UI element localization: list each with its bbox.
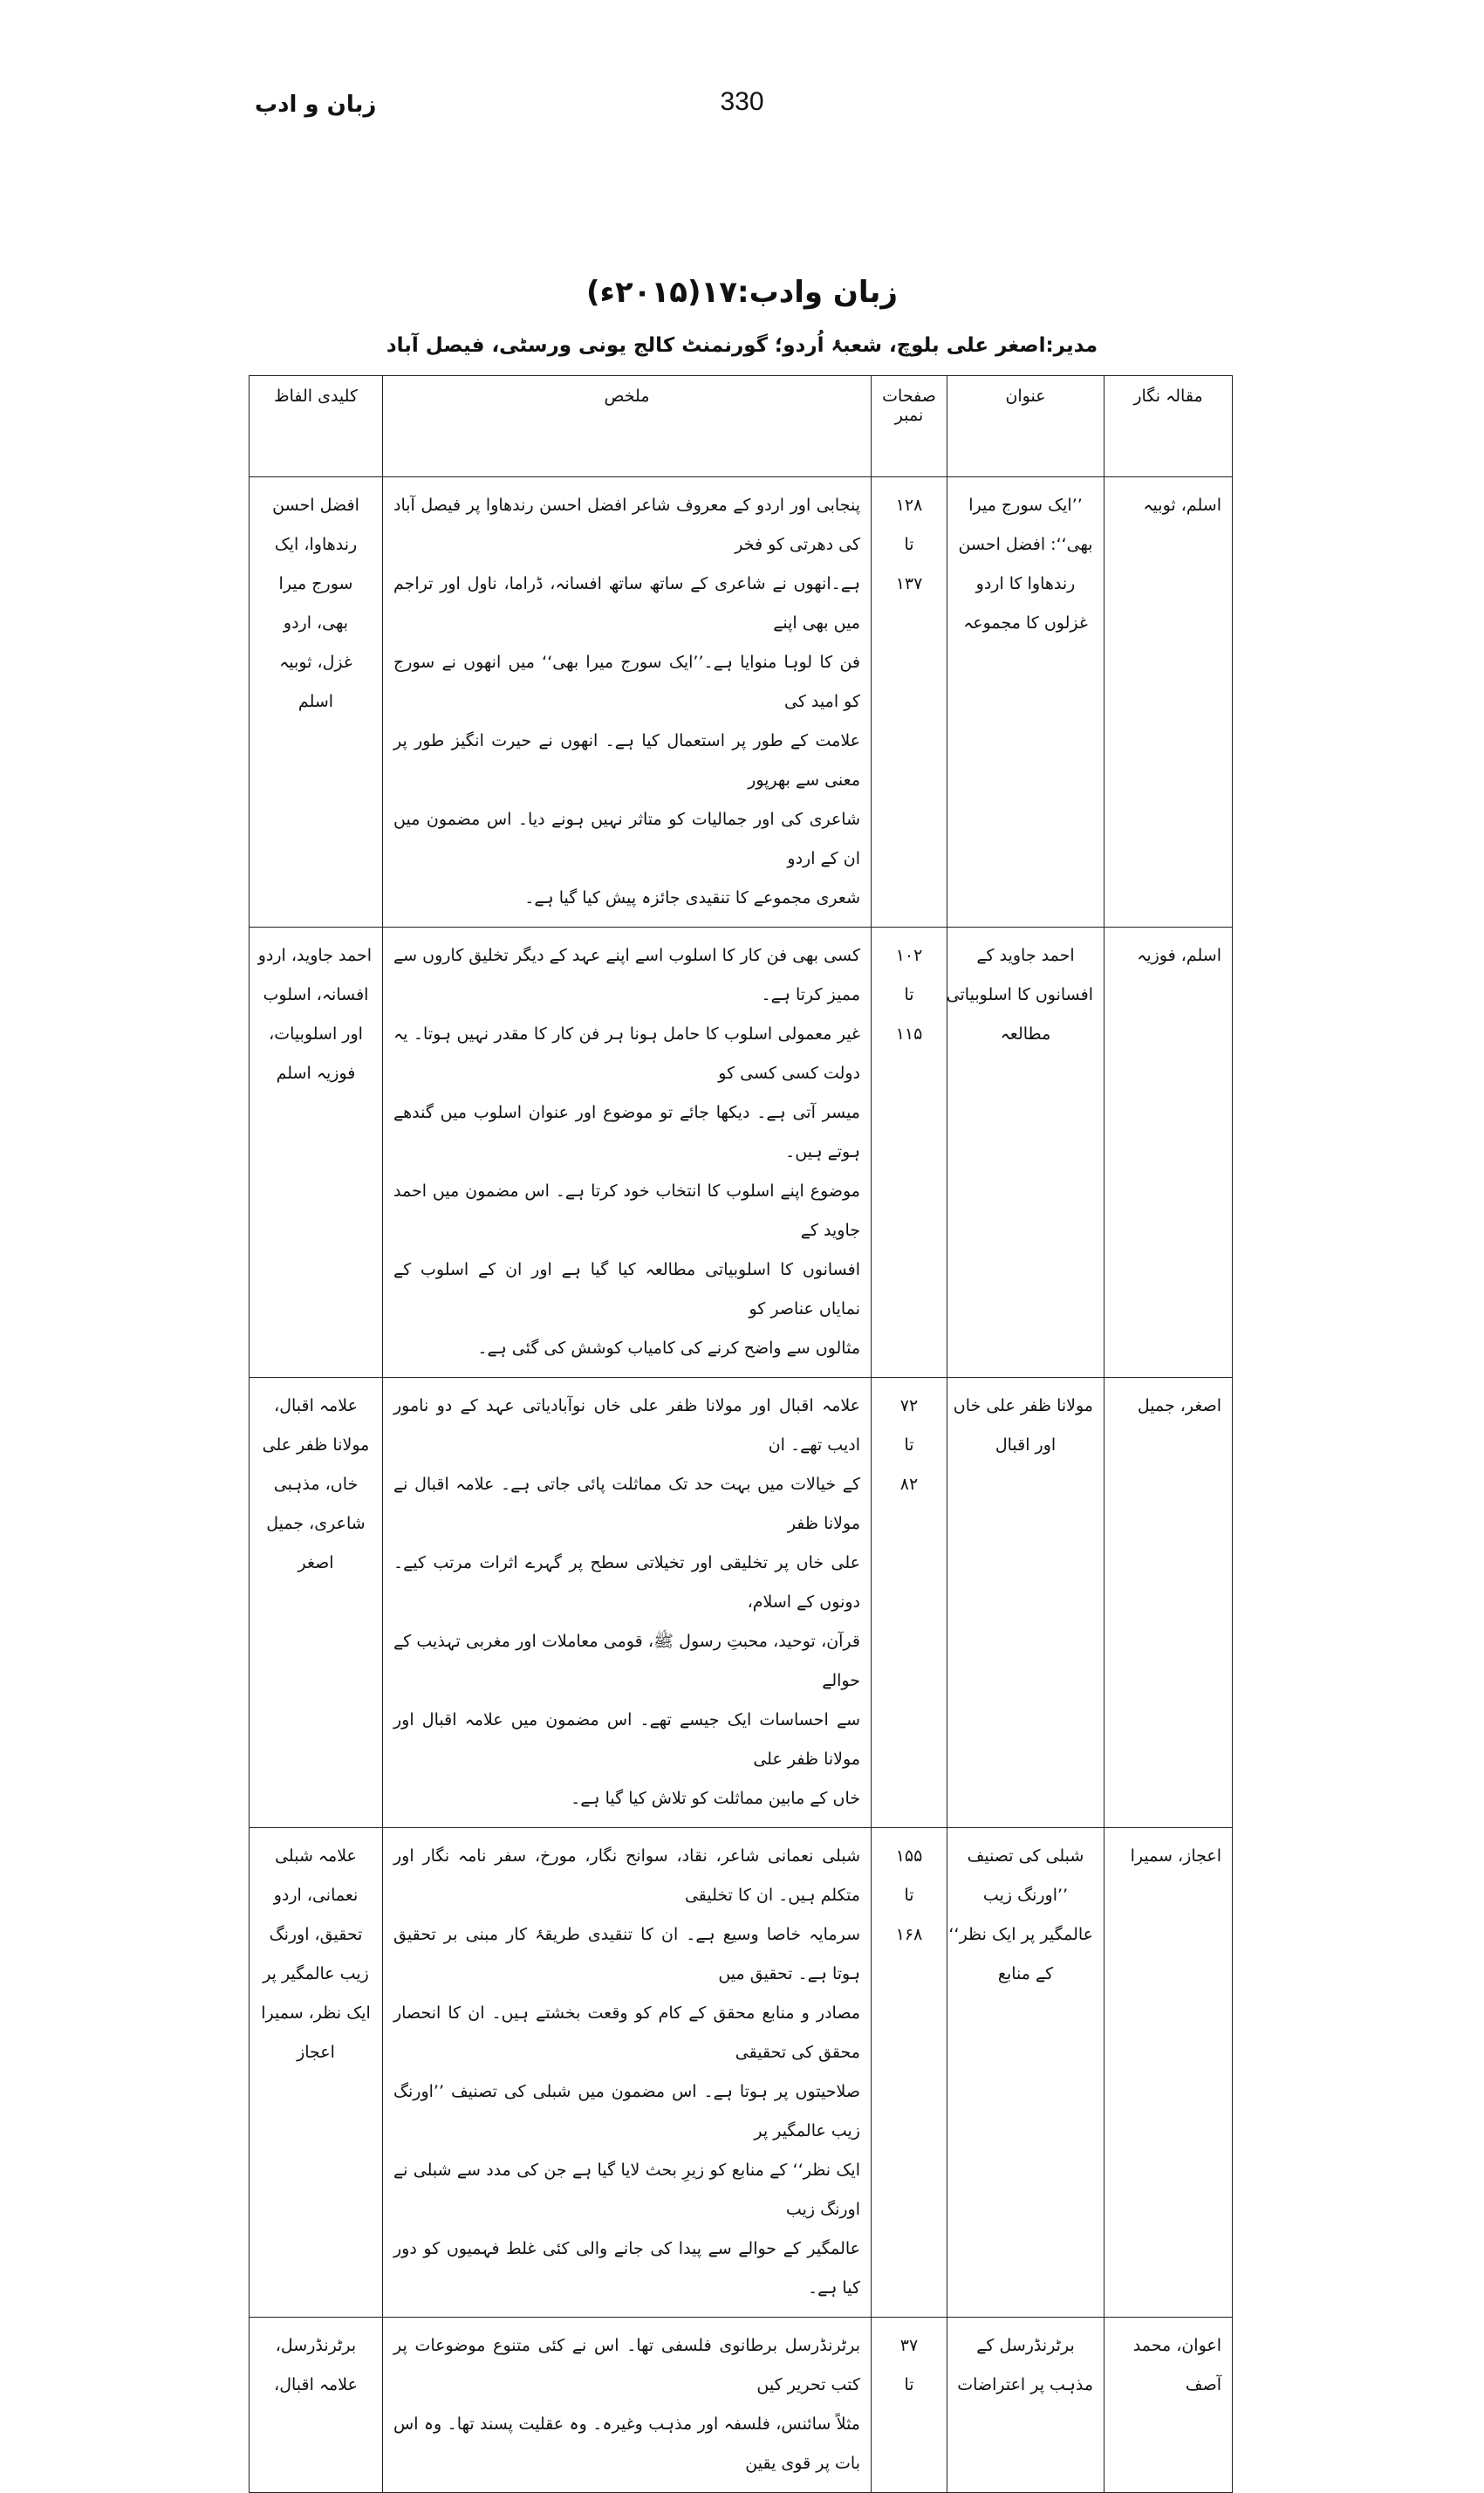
abstract-cell <box>383 928 872 1378</box>
keywords-cell-line: علامہ شبلی <box>275 1846 357 1866</box>
title-cell <box>947 1828 1104 2318</box>
abstract-cell-line: مصادر و منابع محقق کے کام کو وقعت بخشتے ہیں۔ ان کا انحصار محقق کی تحقیقی <box>393 2003 860 2062</box>
abstract-cell <box>383 2318 872 2493</box>
keywords-cell-line: رندھاوا، ایک <box>274 535 358 554</box>
abstract-cell-line: شبلی نعمانی شاعر، نقاد، سوانح نگار، مورخ، سفر نامہ نگار اور متکلم ہیں۔ ان کا تخلیقی <box>393 1846 860 1905</box>
title-cell-line: برٹرنڈرسل کے <box>976 2336 1075 2355</box>
abstract-cell <box>383 477 872 928</box>
abstract-cell-line: سے احساسات ایک جیسے تھے۔ اس مضمون میں علامہ اقبال اور مولانا ظفر علی <box>393 1710 860 1769</box>
title-cell <box>947 2318 1104 2493</box>
abstract-cell-line: علامت کے طور پر استعمال کیا ہے۔ انھوں نے حیرت انگیز طور پر معنی سے بھرپور <box>393 731 860 790</box>
keywords-cell-line: نعمانی، اردو <box>273 1886 359 1905</box>
table-body <box>250 477 1233 2493</box>
pages-cell-line: تا <box>904 1435 914 1455</box>
keywords-cell-line: مولانا ظفر علی <box>262 1435 370 1455</box>
title-cell-line: مطالعہ <box>1000 1024 1051 1044</box>
keywords-cell-line: فوزیہ اسلم <box>276 1064 356 1083</box>
title-cell-line: رندھاوا کا اردو <box>975 574 1076 593</box>
pages-cell <box>872 1828 947 2318</box>
abstract-cell-line: مثلاً سائنس، فلسفہ اور مذہب وغیرہ۔ وہ عقلیت پسند تھا۔ وہ اس بات پر قوی یقین <box>393 2414 860 2473</box>
keywords-cell-line: سورج میرا <box>278 574 353 593</box>
title-cell <box>947 477 1104 928</box>
header-pages <box>872 376 947 477</box>
table-row <box>250 928 1233 1378</box>
title-cell-line: افسانوں کا اسلوبیاتی <box>946 985 1093 1004</box>
pages-cell-line: تا <box>904 985 914 1004</box>
abstract-cell-line: برٹرنڈرسل برطانوی فلسفی تھا۔ اس نے کئی متنوع موضوعات پر کتب تحریر کیں <box>393 2336 860 2394</box>
keywords-cell-line: افسانہ، اسلوب <box>263 985 369 1004</box>
title-cell <box>947 928 1104 1378</box>
title-cell-line: غزلوں کا مجموعہ <box>963 613 1088 633</box>
document-title: زبان وادب:۱۷(۲۰۱۵ء) <box>586 275 898 310</box>
header-keywords: کلیدی الفاظ <box>250 376 383 477</box>
keywords-cell-line: علامہ اقبال، <box>274 2375 358 2394</box>
pages-cell-line: تا <box>904 535 914 554</box>
abstract-cell-line: غیر معمولی اسلوب کا حامل ہونا ہر فن کار کا مقدر نہیں ہوتا۔ یہ دولت کسی کسی کو <box>393 1024 860 1083</box>
author-cell: اعوان، محمد آصف <box>1104 2318 1233 2493</box>
title-cell-line: ’’اورنگ زیب <box>982 1886 1069 1905</box>
abstract-cell-line: مثالوں سے واضح کرنے کی کامیاب کوشش کی گئی ہے۔ <box>477 1339 860 1358</box>
keywords-cell <box>250 928 383 1378</box>
table-header-row <box>250 376 1233 477</box>
keywords-cell-line: غزل، ثوبیہ <box>279 653 352 672</box>
keywords-cell <box>250 477 383 928</box>
title-cell-line: عالمگیر پر ایک نظر‘‘ <box>948 1925 1093 1944</box>
author-cell: اسلم، فوزیہ <box>1104 928 1233 1378</box>
pages-cell-line: ۱۶۸ <box>895 1925 923 1944</box>
abstract-cell-line: میسر آتی ہے۔ دیکھا جائے تو موضوع اور عنوان اسلوب میں گندھے ہوتے ہیں۔ <box>393 1103 860 1161</box>
keywords-cell-line: زیب عالمگیر پر <box>263 1964 369 1983</box>
title-cell-line: مولانا ظفر علی خاں <box>953 1396 1093 1415</box>
abstract-cell-line: خاں کے مابین مماثلت کو تلاش کیا گیا ہے۔ <box>571 1789 860 1808</box>
keywords-cell-line: بھی، اردو <box>283 613 349 633</box>
abstract-cell-line: علامہ اقبال اور مولانا ظفر علی خاں نوآبادیاتی عہد کے دو نامور ادیب تھے۔ ان <box>393 1396 860 1455</box>
abstract-cell-line: عالمگیر کے حوالے سے پیدا کی جانے والی کئی غلط فہمیوں کو دور کیا ہے۔ <box>393 2239 860 2298</box>
abstract-cell-line: کے خیالات میں بہت حد تک مماثلت پائی جاتی ہے۔ علامہ اقبال نے مولانا ظفر <box>393 1475 860 1533</box>
title-cell-line: احمد جاوید کے <box>976 946 1075 965</box>
abstract-cell <box>383 1828 872 2318</box>
header-abstract: ملخص <box>383 376 872 477</box>
keywords-cell-line: اعجاز <box>297 2043 335 2062</box>
table-row <box>250 1378 1233 1828</box>
table-row <box>250 477 1233 928</box>
pages-cell-line: ۱۲۸ <box>895 496 923 515</box>
title-cell-line: ’’ایک سورج میرا <box>968 496 1083 515</box>
pages-cell-line: ۸۲ <box>899 1475 919 1494</box>
abstract-cell-line: موضوع اپنے اسلوب کا انتخاب خود کرتا ہے۔ اس مضمون میں احمد جاوید کے <box>393 1181 860 1240</box>
pages-cell-line: ۳۷ <box>899 2336 919 2355</box>
pages-cell-line: ۱۱۵ <box>895 1024 923 1044</box>
abstract-cell-line: صلاحیتوں پر ہوتا ہے۔ اس مضمون میں شبلی کی تصنیف ’’اورنگ زیب عالمگیر پر <box>393 2082 860 2140</box>
header-pages-line: صفحات <box>882 387 936 406</box>
pages-cell-line: ۱۰۲ <box>895 946 923 965</box>
abstract-cell-line: ہے۔انھوں نے شاعری کے ساتھ ساتھ افسانہ، ڈراما، ناول اور تراجم میں بھی اپنے <box>393 574 860 633</box>
keywords-cell-line: برٹرنڈرسل، <box>275 2336 357 2355</box>
pages-cell-line: ۱۳۷ <box>895 574 923 593</box>
title-cell-line: مذہب پر اعتراضات <box>957 2375 1093 2394</box>
abstract-cell-line: قرآن، توحید، محبتِ رسول ﷺ، قومی معاملات اور مغربی تہذیب کے حوالے <box>393 1632 860 1690</box>
keywords-cell-line: افضل احسن <box>272 496 359 515</box>
abstract-cell-line: پنجابی اور اردو کے معروف شاعر افضل احسن رندھاوا پر فیصل آباد کی دھرتی کو فخر <box>393 496 860 554</box>
keywords-cell-line: علامہ اقبال، <box>274 1396 358 1415</box>
pages-cell-line: تا <box>904 2375 914 2394</box>
title-cell-line: کے منابع <box>997 1964 1054 1983</box>
title-cell <box>947 1378 1104 1828</box>
abstract-cell-line: ایک نظر‘‘ کے منابع کو زیرِ بحث لایا گیا ہے جن کی مدد سے شبلی نے اورنگ زیب <box>393 2161 860 2219</box>
header-title: عنوان <box>947 376 1104 477</box>
title-cell-line: شبلی کی تصنیف <box>967 1846 1084 1866</box>
header-author: مقالہ نگار <box>1104 376 1233 477</box>
pages-cell <box>872 928 947 1378</box>
keywords-cell-line: ایک نظر، سمیرا <box>261 2003 371 2023</box>
abstract-cell-line: افسانوں کا اسلوبیاتی مطالعہ کیا گیا ہے اور ان کے اسلوب کے نمایاں عناصر کو <box>393 1260 860 1318</box>
pages-cell-line: ۱۵۵ <box>895 1846 923 1866</box>
pages-cell <box>872 2318 947 2493</box>
table-row <box>250 1828 1233 2318</box>
abstract-cell-line: فن کا لوہا منوایا ہے۔’’ایک سورج میرا بھی‘‘ میں انھوں نے سورج کو امید کی <box>393 653 860 711</box>
abstract-cell-line: کسی بھی فن کار کا اسلوب اسے اپنے عہد کے دیگر تخلیق کاروں سے ممیز کرتا ہے۔ <box>393 946 860 1004</box>
keywords-cell <box>250 2318 383 2493</box>
keywords-cell-line: اصغر <box>297 1553 334 1572</box>
abstract-cell-line: سرمایہ خاصا وسیع ہے۔ ان کا تنقیدی طریقۂ کار مبنی بر تحقیق ہوتا ہے۔ تحقیق میں <box>393 1925 860 1983</box>
header-pages-line: نمبر <box>894 406 924 425</box>
article-index-table <box>249 375 1233 2493</box>
abstract-cell-line: علی خاں پر تخلیقی اور تخیلاتی سطح پر گہرے اثرات مرتب کیے۔ دونوں کے اسلام، <box>393 1553 860 1612</box>
keywords-cell-line: احمد جاوید، اردو <box>257 946 372 965</box>
table-row <box>250 2318 1233 2493</box>
abstract-cell-line: شعری مجموعے کا تنقیدی جائزہ پیش کیا گیا ہے۔ <box>524 888 860 907</box>
pages-cell-line: ۷۲ <box>899 1396 919 1415</box>
pages-cell <box>872 477 947 928</box>
pages-cell-line: تا <box>904 1886 914 1905</box>
keywords-cell-line: تحقیق، اورنگ <box>269 1925 363 1944</box>
document-subtitle: مدیر:اصغر علی بلوچ، شعبۂ اُردو؛ گورنمنٹ کالج یونی ورسٹی، فیصل آباد <box>386 334 1098 357</box>
pages-cell <box>872 1378 947 1828</box>
abstract-cell <box>383 1378 872 1828</box>
running-head: زبان و ادب <box>255 92 377 118</box>
keywords-cell-line: اور اسلوبیات، <box>269 1024 363 1044</box>
author-cell: اصغر، جمیل <box>1104 1378 1233 1828</box>
keywords-cell-line: خاں، مذہبی <box>273 1475 359 1494</box>
keywords-cell-line: شاعری، جمیل <box>266 1514 366 1533</box>
title-cell-line: بھی‘‘: افضل احسن <box>958 535 1093 554</box>
abstract-cell-line: شاعری کی اور جمالیات کو متاثر نہیں ہونے دیا۔ اس مضمون میں ان کے اردو <box>393 810 860 868</box>
keywords-cell <box>250 1378 383 1828</box>
author-cell: اعجاز، سمیرا <box>1104 1828 1233 2318</box>
keywords-cell-line: اسلم <box>297 692 334 711</box>
page-number: 330 <box>720 87 764 116</box>
author-cell: اسلم، ثوبیہ <box>1104 477 1233 928</box>
keywords-cell <box>250 1828 383 2318</box>
title-cell-line: اور اقبال <box>995 1435 1057 1455</box>
